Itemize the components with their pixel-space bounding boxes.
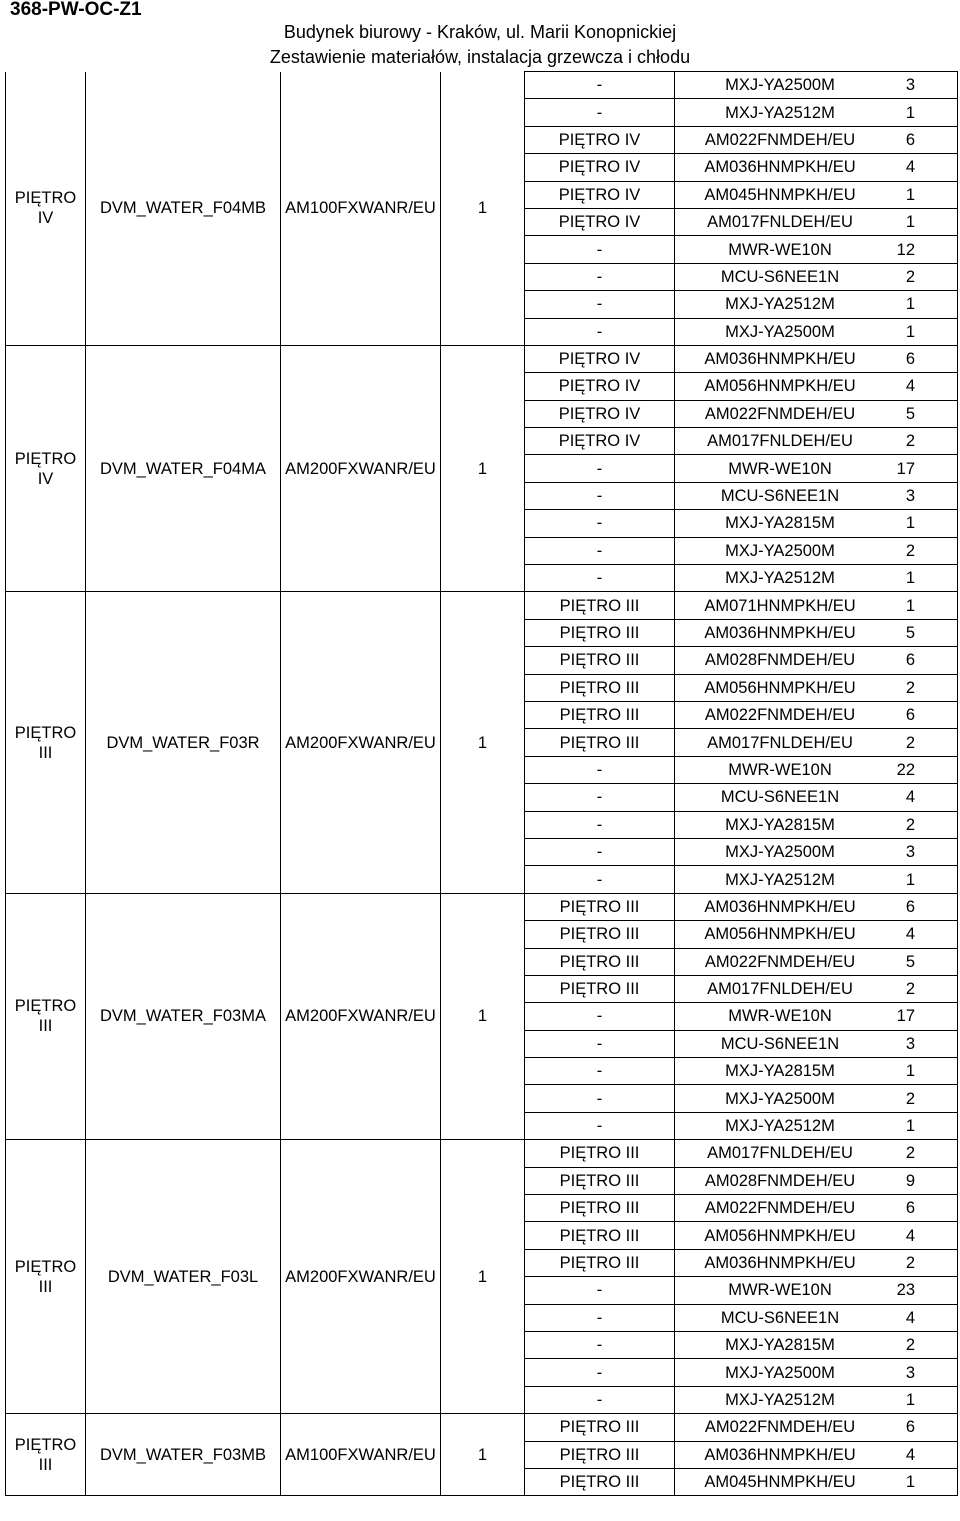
item-model: MXJ-YA2512M <box>725 870 835 889</box>
item-model: AM022FNMDEH/EU <box>704 706 856 725</box>
item-model: AM017FNLDEH/EU <box>707 980 853 999</box>
table-row <box>6 592 958 619</box>
item-model: AM036HNMPKH/EU <box>704 350 856 369</box>
item-model: MXJ-YA2815M <box>725 514 835 533</box>
item-location: PIĘTRO III <box>525 1441 675 1468</box>
item-quantity: 4 <box>905 1445 915 1464</box>
item-location: PIĘTRO III <box>525 1195 675 1222</box>
item-model: AM022FNMDEH/EU <box>704 1199 856 1218</box>
item-model: AM036HNMPKH/EU <box>704 1253 856 1272</box>
item-location: PIĘTRO IV <box>525 428 675 455</box>
item-location: PIĘTRO IV <box>525 345 675 372</box>
item-location: - <box>525 756 675 783</box>
item-quantity: 6 <box>905 1418 915 1437</box>
item-model: MXJ-YA2815M <box>725 1062 835 1081</box>
item-model: AM045HNMPKH/EU <box>704 185 856 204</box>
item-quantity: 1 <box>905 1390 915 1409</box>
item-quantity: 1 <box>905 295 915 314</box>
item-model-qty <box>675 428 958 455</box>
group-system: DVM_WATER_F03MB <box>86 1414 281 1496</box>
item-model-qty <box>675 1030 958 1057</box>
item-location: PIĘTRO III <box>525 592 675 619</box>
group-floor: PIĘTRO III <box>6 592 86 893</box>
item-quantity: 1 <box>905 596 915 615</box>
item-location: - <box>525 537 675 564</box>
item-model-qty <box>675 1140 958 1167</box>
group-outdoor-unit: AM100FXWANR/EU <box>281 1414 441 1496</box>
group-floor: PIĘTRO IV <box>6 72 86 346</box>
item-model-qty <box>675 1441 958 1468</box>
table-row <box>6 72 958 99</box>
item-model: AM017FNLDEH/EU <box>707 432 853 451</box>
group-outdoor-unit: AM200FXWANR/EU <box>281 592 441 893</box>
item-model: MXJ-YA2500M <box>725 843 835 862</box>
group-unit-count: 1 <box>441 72 525 346</box>
item-quantity: 1 <box>905 213 915 232</box>
group-outdoor-unit: AM200FXWANR/EU <box>281 893 441 1140</box>
item-quantity: 6 <box>905 1199 915 1218</box>
item-location: PIĘTRO IV <box>525 373 675 400</box>
item-model-qty <box>675 592 958 619</box>
item-model-qty <box>675 1195 958 1222</box>
item-location: - <box>525 1003 675 1030</box>
item-model: AM017FNLDEH/EU <box>707 733 853 752</box>
group-system: DVM_WATER_F03L <box>86 1140 281 1414</box>
group-floor: PIĘTRO III <box>6 893 86 1140</box>
item-quantity: 4 <box>905 925 915 944</box>
item-location: - <box>525 510 675 537</box>
item-quantity: 2 <box>905 1089 915 1108</box>
item-location: PIĘTRO IV <box>525 126 675 153</box>
item-location: - <box>525 263 675 290</box>
item-model-qty <box>675 537 958 564</box>
group-system: DVM_WATER_F04MB <box>86 72 281 346</box>
item-model-qty <box>675 729 958 756</box>
item-quantity: 5 <box>905 404 915 423</box>
item-model: AM028FNMDEH/EU <box>704 1171 856 1190</box>
item-quantity: 23 <box>896 1281 915 1300</box>
item-quantity: 2 <box>905 733 915 752</box>
item-model-qty <box>675 1058 958 1085</box>
item-quantity: 1 <box>905 870 915 889</box>
group-unit-count: 1 <box>441 893 525 1140</box>
item-location: PIĘTRO III <box>525 1414 675 1441</box>
item-quantity: 1 <box>905 1117 915 1136</box>
item-model-qty <box>675 756 958 783</box>
item-location: PIĘTRO III <box>525 647 675 674</box>
item-model: MCU-S6NEE1N <box>720 267 840 286</box>
item-model: MXJ-YA2500M <box>725 76 835 95</box>
item-quantity: 1 <box>905 1473 915 1492</box>
building-title: Budynek biurowy - Kraków, ul. Marii Konopnickiej <box>283 22 677 42</box>
item-model-qty <box>675 647 958 674</box>
item-model-qty <box>675 701 958 728</box>
item-model: AM056HNMPKH/EU <box>704 678 856 697</box>
item-model-qty <box>675 99 958 126</box>
item-location: PIĘTRO III <box>525 1249 675 1276</box>
item-quantity: 22 <box>896 760 915 779</box>
item-quantity: 1 <box>905 514 915 533</box>
item-model-qty <box>675 318 958 345</box>
item-model-qty <box>675 1167 958 1194</box>
item-model: AM036HNMPKH/EU <box>704 158 856 177</box>
item-quantity: 3 <box>905 487 915 506</box>
item-model-qty <box>675 1386 958 1413</box>
item-model-qty <box>675 400 958 427</box>
item-location: PIĘTRO III <box>525 701 675 728</box>
item-location: - <box>525 1386 675 1413</box>
item-quantity: 4 <box>905 158 915 177</box>
item-model-qty <box>675 1277 958 1304</box>
item-quantity: 2 <box>905 432 915 451</box>
item-model: AM022FNMDEH/EU <box>704 404 856 423</box>
item-location: PIĘTRO III <box>525 729 675 756</box>
item-location: PIĘTRO III <box>525 921 675 948</box>
item-model: MWR-WE10N <box>728 240 832 259</box>
item-model: MCU-S6NEE1N <box>720 788 840 807</box>
item-model: AM017FNLDEH/EU <box>707 213 853 232</box>
item-model: MWR-WE10N <box>728 760 832 779</box>
item-quantity: 2 <box>905 541 915 560</box>
item-quantity: 17 <box>896 459 915 478</box>
item-location: - <box>525 565 675 592</box>
item-quantity: 1 <box>905 103 915 122</box>
item-location: - <box>525 1359 675 1386</box>
item-model-qty <box>675 784 958 811</box>
table-row <box>6 1414 958 1441</box>
item-location: - <box>525 482 675 509</box>
item-model-qty <box>675 1222 958 1249</box>
item-location: PIĘTRO III <box>525 674 675 701</box>
item-model: AM056HNMPKH/EU <box>704 925 856 944</box>
item-model: AM036HNMPKH/EU <box>704 897 856 916</box>
item-location: - <box>525 1304 675 1331</box>
group-system: DVM_WATER_F03R <box>86 592 281 893</box>
item-location: PIĘTRO III <box>525 1167 675 1194</box>
item-model-qty <box>675 236 958 263</box>
item-model: AM022FNMDEH/EU <box>704 130 856 149</box>
item-location: PIĘTRO III <box>525 619 675 646</box>
item-location: - <box>525 236 675 263</box>
item-model-qty <box>675 154 958 181</box>
item-model-qty <box>675 948 958 975</box>
item-model: MXJ-YA2815M <box>725 815 835 834</box>
item-location: PIĘTRO III <box>525 975 675 1002</box>
item-location: - <box>525 1058 675 1085</box>
item-model-qty <box>675 482 958 509</box>
document-code: 368-PW-OC-Z1 <box>10 0 142 20</box>
item-location: - <box>525 1030 675 1057</box>
item-model: AM036HNMPKH/EU <box>704 624 856 642</box>
item-quantity: 6 <box>905 897 915 916</box>
group-outdoor-unit: AM200FXWANR/EU <box>281 1140 441 1414</box>
item-model: MCU-S6NEE1N <box>720 1308 840 1327</box>
item-model-qty <box>675 181 958 208</box>
group-unit-count: 1 <box>441 345 525 592</box>
item-model: MXJ-YA2512M <box>725 295 835 314</box>
group-system: DVM_WATER_F04MA <box>86 345 281 592</box>
item-model: MXJ-YA2512M <box>725 103 835 122</box>
item-quantity: 17 <box>896 1007 915 1026</box>
item-quantity: 3 <box>905 76 915 95</box>
group-unit-count: 1 <box>441 1414 525 1496</box>
materials-table-body <box>6 72 958 1496</box>
item-model-qty <box>675 811 958 838</box>
item-model-qty <box>675 674 958 701</box>
item-location: PIĘTRO IV <box>525 208 675 235</box>
item-location: PIĘTRO IV <box>525 400 675 427</box>
item-model-qty <box>675 208 958 235</box>
table-row <box>6 893 958 920</box>
item-model-qty <box>675 126 958 153</box>
item-model-qty <box>675 1003 958 1030</box>
item-quantity: 5 <box>905 952 915 971</box>
group-outdoor-unit: AM200FXWANR/EU <box>281 345 441 592</box>
item-model-qty <box>675 510 958 537</box>
item-quantity: 2 <box>905 1144 915 1163</box>
item-model: MCU-S6NEE1N <box>720 1034 840 1053</box>
group-floor: PIĘTRO III <box>6 1140 86 1414</box>
item-location: - <box>525 838 675 865</box>
item-location: - <box>525 318 675 345</box>
item-quantity: 4 <box>905 377 915 396</box>
item-location: - <box>525 291 675 318</box>
item-quantity: 4 <box>905 1226 915 1245</box>
item-location: - <box>525 1331 675 1358</box>
item-model: AM022FNMDEH/EU <box>704 1418 856 1437</box>
item-model: MWR-WE10N <box>728 1007 832 1026</box>
item-model: MXJ-YA2512M <box>725 1390 835 1409</box>
item-quantity: 1 <box>905 185 915 204</box>
item-quantity: 2 <box>905 980 915 999</box>
item-quantity: 9 <box>905 1171 915 1190</box>
item-location: - <box>525 866 675 893</box>
item-quantity: 2 <box>905 678 915 697</box>
item-model-qty <box>675 838 958 865</box>
item-model: MCU-S6NEE1N <box>720 487 840 506</box>
item-model: AM045HNMPKH/EU <box>704 1473 856 1492</box>
item-model: MXJ-YA2815M <box>725 1336 835 1355</box>
item-quantity: 6 <box>905 130 915 149</box>
item-model: MXJ-YA2512M <box>725 1117 835 1136</box>
item-quantity: 4 <box>905 1308 915 1327</box>
item-location: PIĘTRO IV <box>525 154 675 181</box>
item-quantity: 1 <box>905 1062 915 1081</box>
item-model: MXJ-YA2500M <box>725 322 835 341</box>
item-model-qty <box>675 345 958 372</box>
item-model-qty <box>675 1304 958 1331</box>
item-quantity: 6 <box>905 706 915 725</box>
item-model-qty <box>675 373 958 400</box>
document-subtitle: Zestawienie materiałów, instalacja grzewcza i chłodu <box>269 47 691 67</box>
item-model-qty <box>675 455 958 482</box>
item-quantity: 6 <box>905 350 915 369</box>
group-floor: PIĘTRO III <box>6 1414 86 1496</box>
item-location: PIĘTRO III <box>525 893 675 920</box>
item-quantity: 2 <box>905 1253 915 1272</box>
item-quantity: 3 <box>905 843 915 862</box>
item-model: AM071HNMPKH/EU <box>704 596 856 615</box>
item-quantity: 2 <box>905 1336 915 1355</box>
item-model: AM017FNLDEH/EU <box>707 1144 853 1163</box>
group-floor: PIĘTRO IV <box>6 345 86 592</box>
item-model-qty <box>675 866 958 893</box>
group-outdoor-unit: AM100FXWANR/EU <box>281 72 441 346</box>
item-model-qty <box>675 72 958 99</box>
item-model: MXJ-YA2500M <box>725 541 835 560</box>
item-model-qty <box>675 975 958 1002</box>
group-system: DVM_WATER_F03MA <box>86 893 281 1140</box>
item-location: PIĘTRO III <box>525 1222 675 1249</box>
item-location: - <box>525 455 675 482</box>
item-model: AM056HNMPKH/EU <box>704 377 856 396</box>
item-model-qty <box>675 263 958 290</box>
materials-table <box>5 71 958 1496</box>
item-model-qty <box>675 619 958 646</box>
item-quantity: 6 <box>905 651 915 670</box>
item-model-qty <box>675 565 958 592</box>
item-location: - <box>525 1277 675 1304</box>
item-quantity: 12 <box>896 240 915 259</box>
group-unit-count: 1 <box>441 1140 525 1414</box>
table-row <box>6 1140 958 1167</box>
item-location: - <box>525 1085 675 1112</box>
item-location: PIĘTRO IV <box>525 181 675 208</box>
item-model: MWR-WE10N <box>728 459 832 478</box>
item-model: AM022FNMDEH/EU <box>704 952 856 971</box>
item-quantity: 2 <box>905 267 915 286</box>
item-quantity: 2 <box>905 815 915 834</box>
item-model-qty <box>675 893 958 920</box>
item-model-qty <box>675 1359 958 1386</box>
item-model-qty <box>675 291 958 318</box>
item-model: MXJ-YA2512M <box>725 569 835 588</box>
item-model: MWR-WE10N <box>728 1281 832 1300</box>
group-unit-count: 1 <box>441 592 525 893</box>
item-model-qty <box>675 921 958 948</box>
item-model-qty <box>675 1414 958 1441</box>
item-quantity: 3 <box>905 1363 915 1382</box>
item-model: MXJ-YA2500M <box>725 1089 835 1108</box>
item-location: - <box>525 784 675 811</box>
item-location: - <box>525 1112 675 1139</box>
item-quantity: 1 <box>905 322 915 341</box>
item-quantity: 3 <box>905 1034 915 1053</box>
item-quantity: 1 <box>905 569 915 588</box>
item-location: - <box>525 99 675 126</box>
item-model: AM028FNMDEH/EU <box>704 651 856 670</box>
item-location: - <box>525 72 675 99</box>
item-model-qty <box>675 1085 958 1112</box>
item-model-qty <box>675 1468 958 1495</box>
item-quantity: 4 <box>905 788 915 807</box>
item-model-qty <box>675 1249 958 1276</box>
item-model-qty <box>675 1331 958 1358</box>
table-row <box>6 345 958 372</box>
item-model: AM036HNMPKH/EU <box>704 1445 856 1464</box>
item-quantity: 5 <box>905 624 915 642</box>
item-model-qty <box>675 1112 958 1139</box>
item-location: - <box>525 811 675 838</box>
item-model: MXJ-YA2500M <box>725 1363 835 1382</box>
item-location: PIĘTRO III <box>525 1468 675 1495</box>
item-model: AM056HNMPKH/EU <box>704 1226 856 1245</box>
item-location: PIĘTRO III <box>525 948 675 975</box>
item-location: PIĘTRO III <box>525 1140 675 1167</box>
